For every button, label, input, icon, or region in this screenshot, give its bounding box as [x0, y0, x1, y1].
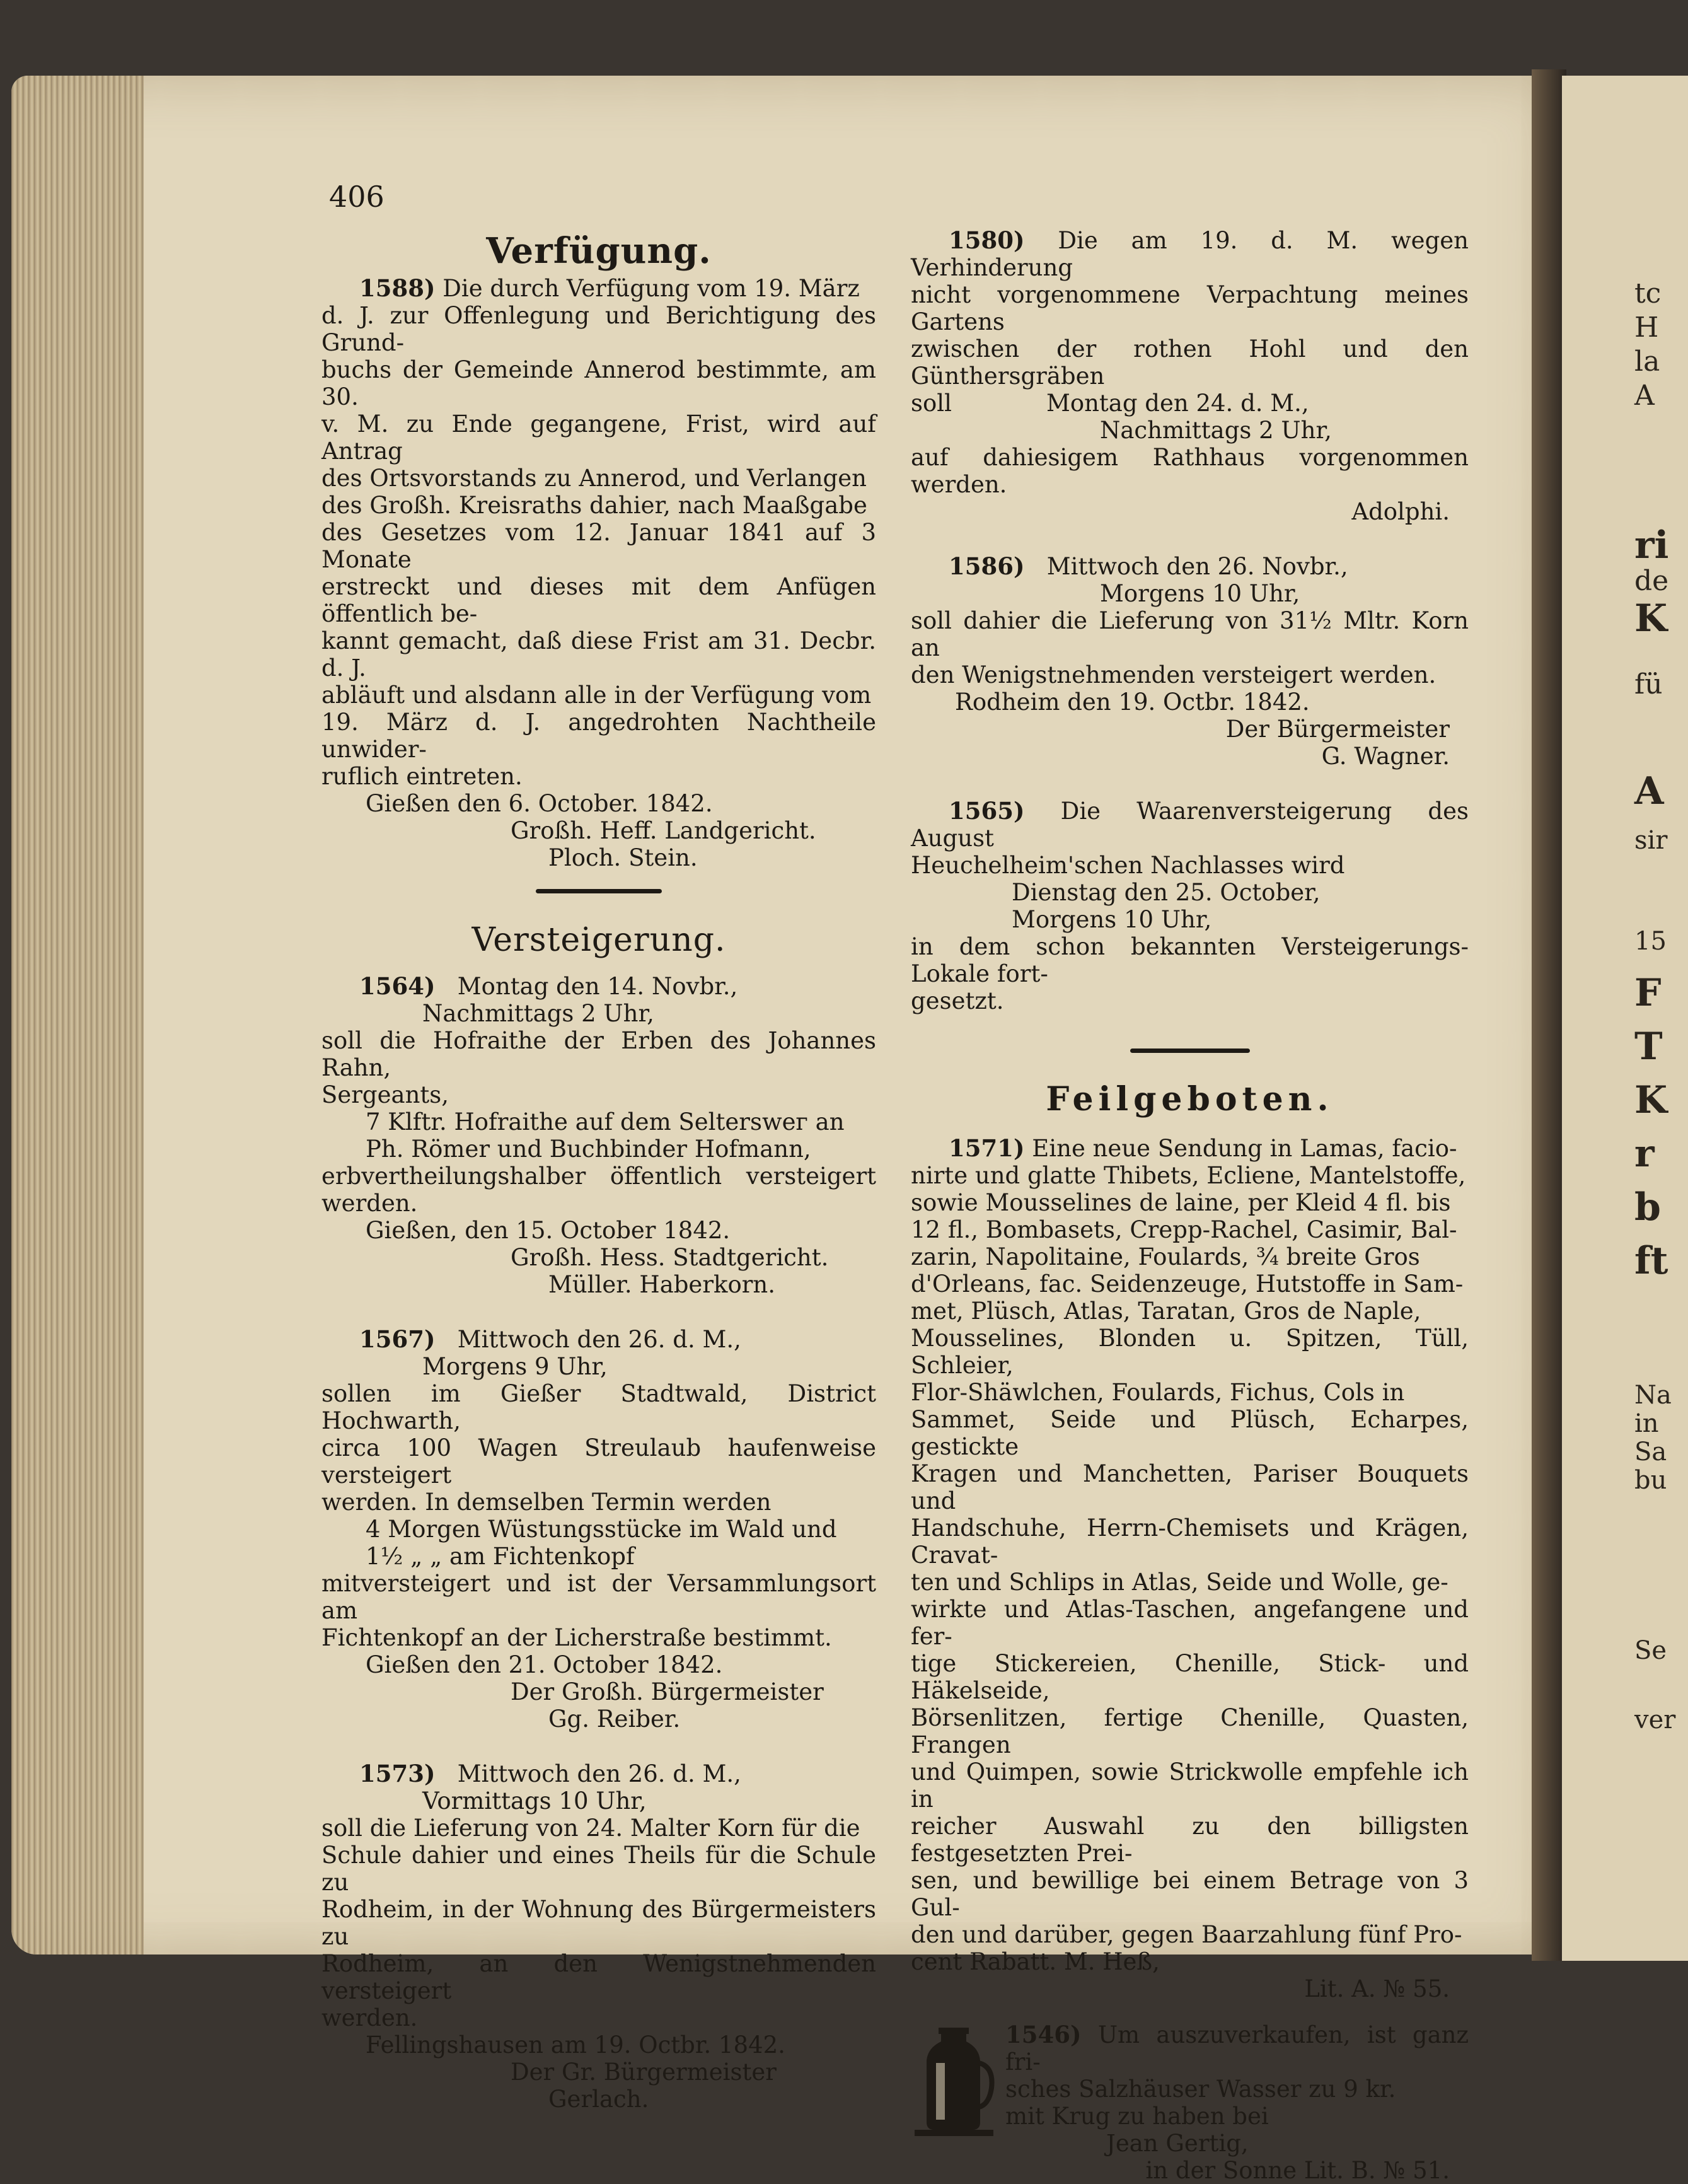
- date-line: Dienstag den 25. October,: [1012, 879, 1321, 906]
- section-title-versteigerung: Versteigerung.: [471, 921, 726, 959]
- next-page-fragment: tc: [1634, 277, 1662, 310]
- text-line: d'Orleans, fac. Seidenzeuge, Hutstoffe in Sam-: [911, 1270, 1464, 1298]
- text-line: Fichtenkopf an der Licherstraße bestimmt.: [321, 1624, 832, 1651]
- text-line: 19. März d. J. angedrohten Nachtheile unwider-: [321, 709, 876, 763]
- authority: Der Großh. Bürgermeister: [511, 1678, 824, 1705]
- spacer: [321, 964, 876, 973]
- date-line: Montag den 24. d. M.,: [1046, 390, 1309, 417]
- spacer: [911, 1124, 1469, 1135]
- text-line: d. J. zur Offenlegung und Berichtigung des Grund-: [321, 302, 876, 356]
- place-date: Gießen den 6. October. 1842.: [366, 790, 713, 817]
- page-number: 406: [329, 180, 384, 214]
- text-line: Mousselines, Blonden u. Spitzen, Tüll, Schleier,: [911, 1325, 1469, 1379]
- text-line: Um auszuverkaufen, ist ganz fri-: [1005, 2021, 1469, 2076]
- text-line: Schule dahier und eines Theils für die Schule zu: [321, 1842, 876, 1896]
- spacer: [911, 525, 1469, 553]
- left-column: [321, 227, 876, 2113]
- signature: Adolphi.: [1351, 498, 1450, 525]
- text-line: ten und Schlips in Atlas, Seide und Wolle, ge-: [911, 1569, 1448, 1596]
- text-line: cent Rabatt. M. Heß,: [911, 1948, 1160, 1975]
- text-line: kannt gemacht, daß diese Frist am 31. Decbr. d. J.: [321, 627, 876, 682]
- place-date: Fellingshausen am 19. Octbr. 1842.: [366, 2031, 785, 2059]
- text-line: 12 fl., Bombasets, Crepp-Rachel, Casimir, Bal-: [911, 1216, 1457, 1243]
- text-line: mit Krug zu haben bei: [1005, 2103, 1269, 2130]
- authority: Großh. Heff. Landgericht.: [511, 817, 816, 844]
- notice-1580: [911, 227, 1469, 525]
- book-gutter: [1532, 69, 1566, 1961]
- text-line: tige Stickereien, Chenille, Stick- und Häkelseide,: [911, 1650, 1469, 1704]
- text-line: soll: [911, 390, 952, 417]
- text-line: des Großh. Kreisraths dahier, nach Maaßgabe: [321, 492, 867, 519]
- notice-number: 1588): [359, 274, 436, 302]
- notice-number: 1546): [1005, 2021, 1082, 2048]
- text-line: werden.: [321, 2004, 418, 2031]
- next-page-fragment: F: [1634, 971, 1662, 1015]
- next-page-fragment: Sa: [1634, 1438, 1667, 1467]
- text-line: nirte und glatte Thibets, Ecliene, Mantelstoffe,: [911, 1162, 1466, 1189]
- text-line: Börsenlitzen, fertige Chenille, Quasten, Frangen: [911, 1704, 1469, 1758]
- text-line: den und darüber, gegen Baarzahlung fünf Pro-: [911, 1921, 1462, 1948]
- next-page-fragment: H: [1634, 311, 1659, 344]
- next-page-fragment: de: [1634, 565, 1669, 597]
- text-line: 1½ „ „ am Fichtenkopf: [366, 1543, 635, 1570]
- text-line: in dem schon bekannten Versteigerungs-Lokale fort-: [911, 933, 1469, 987]
- next-page-fragment: sir: [1634, 826, 1668, 855]
- notice-1565: [911, 798, 1469, 1014]
- text-line: gesetzt.: [911, 987, 1004, 1014]
- text-line: Ph. Römer und Buchbinder Hofmann,: [366, 1136, 811, 1163]
- section-title-feilgeboten: Feilgeboten.: [1046, 1080, 1334, 1118]
- name: Jean Gertig,: [1106, 2130, 1249, 2157]
- text-line: v. M. zu Ende gegangene, Frist, wird auf Antrag: [321, 410, 876, 465]
- next-page-fragment: A: [1634, 380, 1655, 412]
- place-date: Rodheim den 19. Octbr. 1842.: [955, 688, 1310, 716]
- text-line: soll dahier die Lieferung von 31½ Mltr. Korn an: [911, 607, 1469, 661]
- next-page-fragment: fü: [1634, 668, 1663, 700]
- date-line: Mittwoch den 26. d. M.,: [457, 1326, 741, 1353]
- text-line: Rodheim, an den Wenigstnehmenden versteigert: [321, 1950, 876, 2004]
- text-line: sen, und bewillige bei einem Betrage von 3 Gul-: [911, 1867, 1469, 1921]
- next-page-fragment: r: [1634, 1132, 1655, 1176]
- time-line: Nachmittags 2 Uhr,: [1100, 417, 1332, 444]
- time-line: Morgens 10 Uhr,: [1100, 580, 1300, 607]
- notice-number: 1567): [359, 1325, 436, 1353]
- next-page-fragment: Na: [1634, 1381, 1672, 1410]
- next-page-edge: [1562, 76, 1688, 1961]
- text-line: sowie Mousselines de laine, per Kleid 4 fl. bis: [911, 1189, 1451, 1216]
- text-line: des Ortsvorstands zu Annerod, und Verlangen: [321, 465, 867, 492]
- text-line: erstreckt und dieses mit dem Anfügen öffentlich be-: [321, 573, 876, 627]
- spacer: [321, 1733, 876, 1760]
- text-line: sches Salzhäuser Wasser zu 9 kr.: [1005, 2076, 1396, 2103]
- text-line: soll die Lieferung von 24. Malter Korn für die: [321, 1815, 860, 1842]
- authority: Der Gr. Bürgermeister: [511, 2059, 777, 2086]
- text-line: Eine neue Sendung in Lamas, facio-: [1032, 1135, 1457, 1162]
- signature: Gg. Reiber.: [548, 1705, 681, 1733]
- time-line: Morgens 9 Uhr,: [422, 1353, 608, 1380]
- next-page-fragment: ver: [1634, 1705, 1676, 1734]
- notice-1586: [911, 553, 1469, 770]
- notice-number: 1580): [949, 226, 1025, 254]
- text-line: Kragen und Manchetten, Pariser Bouquets und: [911, 1460, 1469, 1514]
- notice-1567: [321, 1326, 876, 1733]
- text-line: auf dahiesigem Rathhaus vorgenommen werden.: [911, 444, 1469, 498]
- text-line: Heuchelheim'schen Nachlasses wird: [911, 852, 1345, 879]
- next-page-fragment: Se: [1634, 1636, 1667, 1665]
- signatures: Ploch. Stein.: [548, 844, 698, 871]
- signatures: Müller. Haberkorn.: [548, 1271, 775, 1298]
- place-date: Gießen den 21. October 1842.: [366, 1651, 723, 1678]
- notice-number: 1573): [359, 1760, 436, 1787]
- notice-1564: [321, 973, 876, 1298]
- text-line: erbvertheilungshalber öffentlich versteigert werden.: [321, 1163, 876, 1217]
- next-page-fragment: ri: [1634, 523, 1669, 567]
- text-line: Handschuhe, Herrn-Chemisets und Krägen, Cravat-: [911, 1514, 1469, 1569]
- notice-number: 1564): [359, 972, 436, 1000]
- text-line: Die Waarenversteigerung des August: [911, 798, 1469, 852]
- next-page-fragment: b: [1634, 1185, 1661, 1229]
- page-edges: [11, 76, 144, 1955]
- next-page-fragment: T: [1634, 1025, 1663, 1069]
- text-line: 4 Morgen Wüstungsstücke im Wald und: [366, 1516, 837, 1543]
- next-page-fragment: bu: [1634, 1466, 1667, 1495]
- spacer: [321, 1298, 876, 1326]
- next-page-fragment: ft: [1634, 1239, 1668, 1283]
- next-page-fragment: A: [1634, 769, 1664, 813]
- date-line: Mittwoch den 26. Novbr.,: [1046, 553, 1348, 580]
- text-line: Die durch Verfügung vom 19. März: [442, 275, 860, 302]
- place-date: Gießen, den 15. October 1842.: [366, 1217, 731, 1244]
- next-page-fragment: in: [1634, 1409, 1659, 1438]
- date-line: Mittwoch den 26. d. M.,: [457, 1760, 741, 1787]
- text-line: abläuft und alsdann alle in der Verfügung vom: [321, 682, 872, 709]
- notice-number: 1565): [949, 797, 1025, 825]
- time-line: Nachmittags 2 Uhr,: [422, 1000, 654, 1027]
- text-line: Flor-Shäwlchen, Foulards, Fichus, Cols in: [911, 1379, 1405, 1406]
- signature: Gerlach.: [548, 2086, 649, 2113]
- next-page-fragment: la: [1634, 346, 1660, 378]
- text-line: des Gesetzes vom 12. Januar 1841 auf 3 Monate: [321, 519, 876, 573]
- text-line: ruflich eintreten.: [321, 763, 523, 790]
- authority: Großh. Hess. Stadtgericht.: [511, 1244, 829, 1271]
- text-line: mitversteigert und ist der Versammlungsort am: [321, 1570, 876, 1624]
- signature: G. Wagner.: [1321, 743, 1450, 770]
- text-line: Sergeants,: [321, 1081, 449, 1108]
- text-line: Die am 19. d. M. wegen Verhinderung: [911, 227, 1469, 281]
- text-line: met, Plüsch, Atlas, Taratan, Gros de Naple,: [911, 1298, 1421, 1325]
- date-line: Montag den 14. Novbr.,: [457, 973, 738, 1000]
- spacer: [911, 2002, 1469, 2021]
- text-line: und Quimpen, sowie Strickwolle empfehle ich in: [911, 1758, 1469, 1813]
- text-line: 7 Klftr. Hofraithe auf dem Selterswег an: [366, 1108, 845, 1136]
- authority: Der Bürgermeister: [1225, 716, 1450, 743]
- text-line: zwischen der rothen Hohl und den Günthersgräben: [911, 335, 1469, 390]
- text-line: wirkte und Atlas-Taschen, angefangene und fer-: [911, 1596, 1469, 1650]
- address: Lit. A. № 55.: [1304, 1975, 1450, 2002]
- text-line: werden. In demselben Termin werden: [321, 1489, 772, 1516]
- text-line: nicht vorgenommene Verpachtung meines Gartens: [911, 281, 1469, 335]
- text-line: soll die Hofraithe der Erben des Johannes Rahn,: [321, 1027, 876, 1081]
- text-line: Rodheim, in der Wohnung des Bürgermeisters zu: [321, 1896, 876, 1950]
- section-divider: [1130, 1048, 1250, 1053]
- text-line: circa 100 Wagen Streulaub haufenweise versteigert: [321, 1434, 876, 1489]
- next-page-fragment: K: [1634, 596, 1668, 641]
- notice-1573: [321, 1760, 876, 2113]
- right-column: [911, 227, 1469, 2184]
- notice-1571: [911, 1135, 1469, 2002]
- next-page-fragment: 15: [1634, 927, 1667, 956]
- notice-number: 1571): [949, 1134, 1025, 1162]
- text-line: den Wenigstnehmenden versteigert werden.: [911, 661, 1437, 688]
- text-line: Sammet, Seide und Plüsch, Echarpes, gestickte: [911, 1406, 1469, 1460]
- water-jug-icon: [911, 2025, 996, 2139]
- text-line: buchs der Gemeinde Annerod bestimmte, am 30.: [321, 356, 876, 410]
- section-title-verfuegung: Verfügung.: [486, 230, 712, 272]
- notice-number: 1586): [949, 552, 1025, 580]
- text-line: sollen im Gießer Stadtwald, District Hochwarth,: [321, 1380, 876, 1434]
- address: in der Sonne Lit. B. № 51.: [1145, 2157, 1450, 2184]
- section-divider: [536, 889, 662, 893]
- notice-1546: [911, 2021, 1469, 2184]
- time-line: Morgens 10 Uhr,: [1012, 906, 1212, 933]
- spacer: [911, 770, 1469, 798]
- text-line: reicher Auswahl zu den billigsten festgesetzten Prei-: [911, 1813, 1469, 1867]
- time-line: Vormittags 10 Uhr,: [422, 1787, 647, 1815]
- notice-1588: [321, 275, 876, 871]
- next-page-fragment: K: [1634, 1078, 1668, 1122]
- text-line: zarin, Napolitaine, Foulards, ¾ breite Gros: [911, 1243, 1420, 1270]
